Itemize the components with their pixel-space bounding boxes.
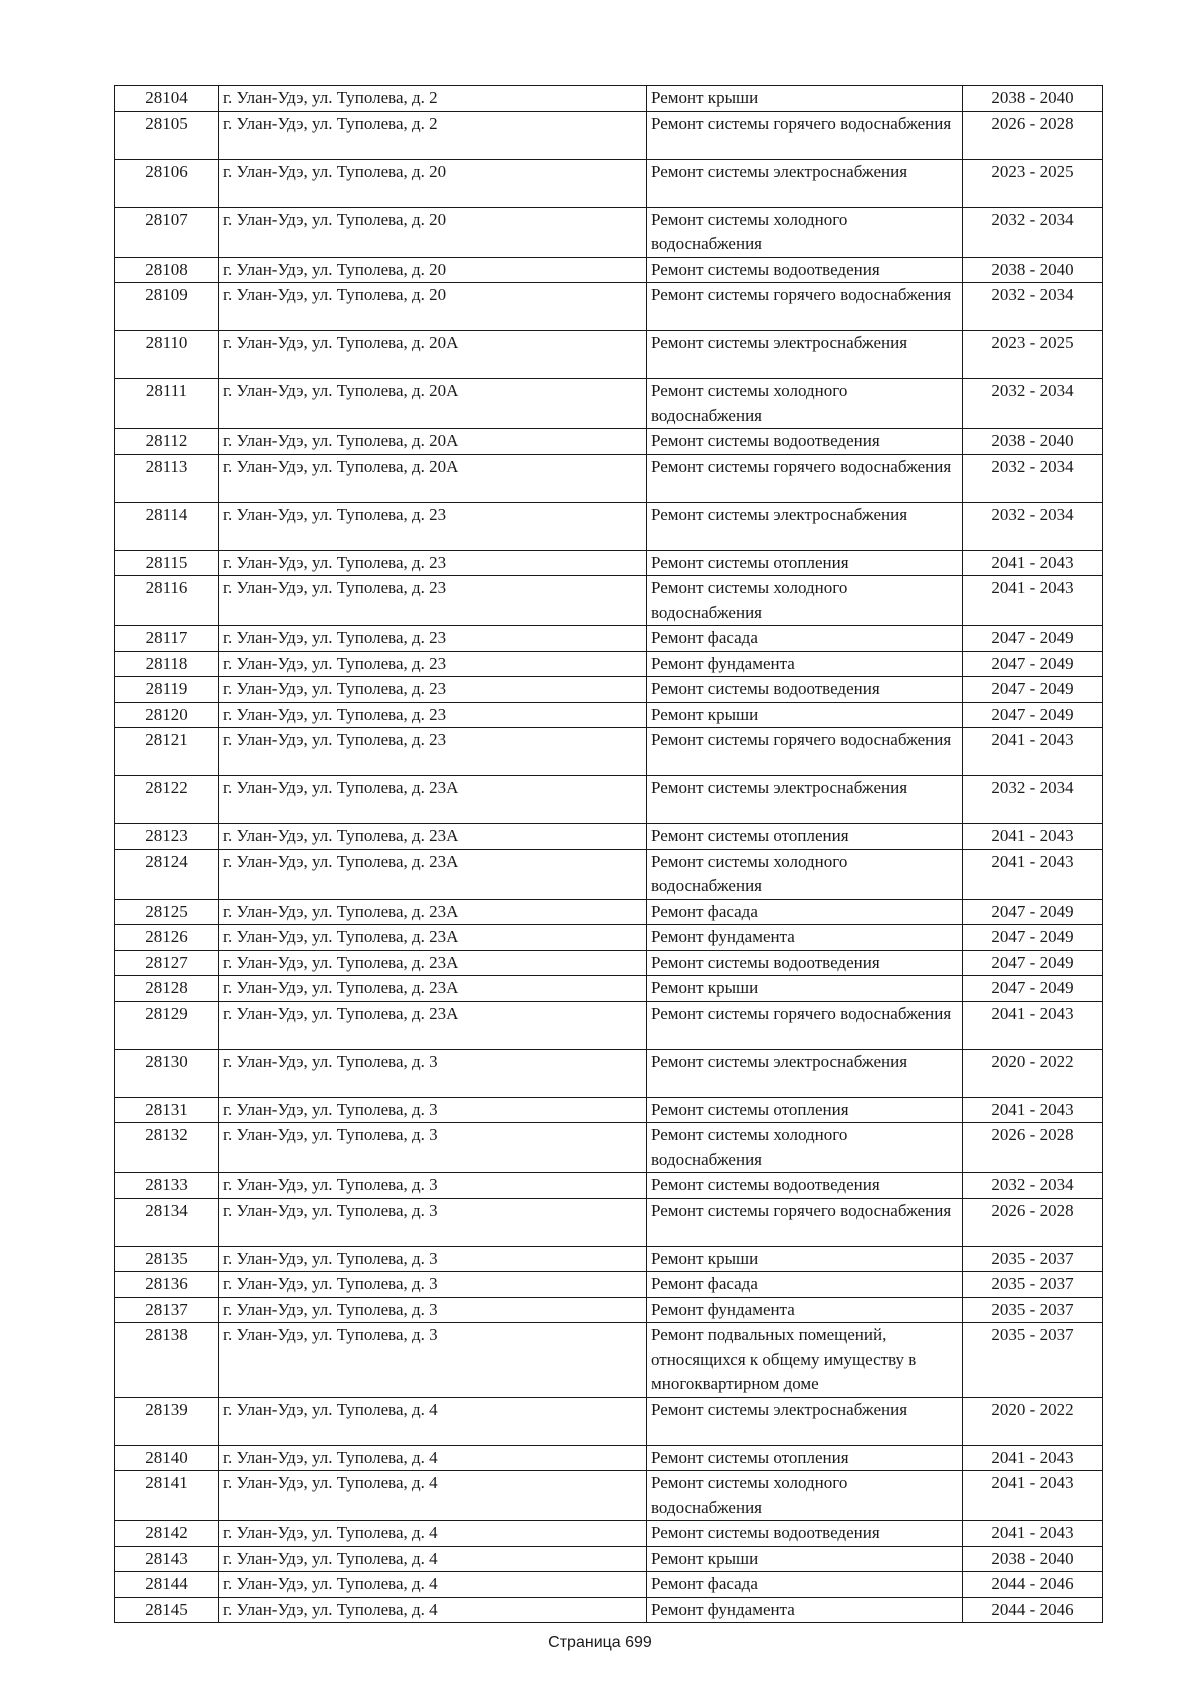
table-row xyxy=(115,1049,1103,1097)
work-type-cell: Ремонт крыши xyxy=(647,86,963,112)
table-row xyxy=(115,1546,1103,1572)
period-cell: 2041 - 2043 xyxy=(963,550,1103,576)
table-row xyxy=(115,1123,1103,1173)
period-cell: 2035 - 2037 xyxy=(963,1246,1103,1272)
work-type-cell: Ремонт системы отопления xyxy=(647,1097,963,1123)
work-type-cell: Ремонт системы холодного водоснабжения xyxy=(647,576,963,626)
table-row xyxy=(115,1397,1103,1445)
table-row xyxy=(115,454,1103,502)
address-cell: г. Улан-Удэ, ул. Туполева, д. 23А xyxy=(219,776,647,824)
address-cell: г. Улан-Удэ, ул. Туполева, д. 23 xyxy=(219,626,647,652)
address-cell: г. Улан-Удэ, ул. Туполева, д. 4 xyxy=(219,1445,647,1471)
record-number-cell: 28136 xyxy=(115,1272,219,1298)
record-number-cell: 28109 xyxy=(115,283,219,331)
address-cell: г. Улан-Удэ, ул. Туполева, д. 23 xyxy=(219,550,647,576)
period-cell: 2041 - 2043 xyxy=(963,1471,1103,1521)
work-type-cell: Ремонт системы холодного водоснабжения xyxy=(647,207,963,257)
address-cell: г. Улан-Удэ, ул. Туполева, д. 2 xyxy=(219,111,647,159)
work-type-cell: Ремонт системы холодного водоснабжения xyxy=(647,1123,963,1173)
period-cell: 2041 - 2043 xyxy=(963,576,1103,626)
period-cell: 2038 - 2040 xyxy=(963,429,1103,455)
address-cell: г. Улан-Удэ, ул. Туполева, д. 23А xyxy=(219,899,647,925)
period-cell: 2047 - 2049 xyxy=(963,702,1103,728)
record-number-cell: 28125 xyxy=(115,899,219,925)
work-type-cell: Ремонт подвальных помещений, относящихся к общему имуществу в многоквартирном доме xyxy=(647,1323,963,1398)
work-type-cell: Ремонт крыши xyxy=(647,976,963,1002)
period-cell: 2032 - 2034 xyxy=(963,454,1103,502)
period-cell: 2041 - 2043 xyxy=(963,1521,1103,1547)
record-number-cell: 28141 xyxy=(115,1471,219,1521)
work-type-cell: Ремонт системы горячего водоснабжения xyxy=(647,454,963,502)
record-number-cell: 28124 xyxy=(115,849,219,899)
period-cell: 2047 - 2049 xyxy=(963,626,1103,652)
record-number-cell: 28142 xyxy=(115,1521,219,1547)
work-type-cell: Ремонт системы холодного водоснабжения xyxy=(647,849,963,899)
record-number-cell: 28135 xyxy=(115,1246,219,1272)
period-cell: 2047 - 2049 xyxy=(963,651,1103,677)
record-number-cell: 28137 xyxy=(115,1297,219,1323)
period-cell: 2035 - 2037 xyxy=(963,1272,1103,1298)
period-cell: 2044 - 2046 xyxy=(963,1597,1103,1623)
table-row xyxy=(115,1445,1103,1471)
work-type-cell: Ремонт системы водоотведения xyxy=(647,257,963,283)
address-cell: г. Улан-Удэ, ул. Туполева, д. 20 xyxy=(219,159,647,207)
table-row xyxy=(115,429,1103,455)
period-cell: 2041 - 2043 xyxy=(963,824,1103,850)
work-type-cell: Ремонт системы горячего водоснабжения xyxy=(647,283,963,331)
address-cell: г. Улан-Удэ, ул. Туполева, д. 20 xyxy=(219,207,647,257)
table-row xyxy=(115,651,1103,677)
address-cell: г. Улан-Удэ, ул. Туполева, д. 23А xyxy=(219,925,647,951)
period-cell: 2032 - 2034 xyxy=(963,502,1103,550)
work-type-cell: Ремонт системы электроснабжения xyxy=(647,159,963,207)
address-cell: г. Улан-Удэ, ул. Туполева, д. 3 xyxy=(219,1123,647,1173)
period-cell: 2020 - 2022 xyxy=(963,1049,1103,1097)
table-row xyxy=(115,626,1103,652)
period-cell: 2020 - 2022 xyxy=(963,1397,1103,1445)
table-row xyxy=(115,576,1103,626)
address-cell: г. Улан-Удэ, ул. Туполева, д. 23А xyxy=(219,1001,647,1049)
record-number-cell: 28114 xyxy=(115,502,219,550)
record-number-cell: 28127 xyxy=(115,950,219,976)
period-cell: 2047 - 2049 xyxy=(963,677,1103,703)
address-cell: г. Улан-Удэ, ул. Туполева, д. 4 xyxy=(219,1546,647,1572)
table-body xyxy=(115,86,1103,1623)
period-cell: 2041 - 2043 xyxy=(963,1445,1103,1471)
work-type-cell: Ремонт системы водоотведения xyxy=(647,677,963,703)
address-cell: г. Улан-Удэ, ул. Туполева, д. 23 xyxy=(219,576,647,626)
table-row xyxy=(115,86,1103,112)
table-row xyxy=(115,379,1103,429)
work-type-cell: Ремонт крыши xyxy=(647,702,963,728)
work-type-cell: Ремонт системы холодного водоснабжения xyxy=(647,1471,963,1521)
repair-schedule-table xyxy=(114,85,1103,1623)
table-row xyxy=(115,776,1103,824)
period-cell: 2047 - 2049 xyxy=(963,925,1103,951)
work-type-cell: Ремонт системы водоотведения xyxy=(647,950,963,976)
address-cell: г. Улан-Удэ, ул. Туполева, д. 23А xyxy=(219,976,647,1002)
record-number-cell: 28111 xyxy=(115,379,219,429)
address-cell: г. Улан-Удэ, ул. Туполева, д. 20А xyxy=(219,331,647,379)
table-row xyxy=(115,950,1103,976)
work-type-cell: Ремонт крыши xyxy=(647,1246,963,1272)
table-row xyxy=(115,283,1103,331)
table-row xyxy=(115,1323,1103,1398)
address-cell: г. Улан-Удэ, ул. Туполева, д. 23А xyxy=(219,849,647,899)
work-type-cell: Ремонт системы горячего водоснабжения xyxy=(647,1198,963,1246)
page-number: Страница 699 xyxy=(548,1634,652,1651)
record-number-cell: 28110 xyxy=(115,331,219,379)
period-cell: 2038 - 2040 xyxy=(963,86,1103,112)
address-cell: г. Улан-Удэ, ул. Туполева, д. 2 xyxy=(219,86,647,112)
table-row xyxy=(115,1521,1103,1547)
address-cell: г. Улан-Удэ, ул. Туполева, д. 4 xyxy=(219,1471,647,1521)
work-type-cell: Ремонт крыши xyxy=(647,1546,963,1572)
period-cell: 2026 - 2028 xyxy=(963,1198,1103,1246)
table-row xyxy=(115,677,1103,703)
address-cell: г. Улан-Удэ, ул. Туполева, д. 20А xyxy=(219,454,647,502)
record-number-cell: 28113 xyxy=(115,454,219,502)
work-type-cell: Ремонт системы горячего водоснабжения xyxy=(647,111,963,159)
work-type-cell: Ремонт фасада xyxy=(647,899,963,925)
address-cell: г. Улан-Удэ, ул. Туполева, д. 23 xyxy=(219,502,647,550)
record-number-cell: 28130 xyxy=(115,1049,219,1097)
table-row xyxy=(115,1173,1103,1199)
work-type-cell: Ремонт системы электроснабжения xyxy=(647,1397,963,1445)
period-cell: 2041 - 2043 xyxy=(963,728,1103,776)
period-cell: 2032 - 2034 xyxy=(963,207,1103,257)
address-cell: г. Улан-Удэ, ул. Туполева, д. 23 xyxy=(219,677,647,703)
table-row xyxy=(115,159,1103,207)
period-cell: 2032 - 2034 xyxy=(963,1173,1103,1199)
period-cell: 2047 - 2049 xyxy=(963,950,1103,976)
work-type-cell: Ремонт системы электроснабжения xyxy=(647,1049,963,1097)
record-number-cell: 28133 xyxy=(115,1173,219,1199)
table-row xyxy=(115,1597,1103,1623)
record-number-cell: 28118 xyxy=(115,651,219,677)
record-number-cell: 28145 xyxy=(115,1597,219,1623)
table-row xyxy=(115,1272,1103,1298)
address-cell: г. Улан-Удэ, ул. Туполева, д. 23А xyxy=(219,950,647,976)
period-cell: 2026 - 2028 xyxy=(963,111,1103,159)
record-number-cell: 28104 xyxy=(115,86,219,112)
address-cell: г. Улан-Удэ, ул. Туполева, д. 3 xyxy=(219,1097,647,1123)
record-number-cell: 28116 xyxy=(115,576,219,626)
record-number-cell: 28108 xyxy=(115,257,219,283)
record-number-cell: 28120 xyxy=(115,702,219,728)
table-row xyxy=(115,111,1103,159)
work-type-cell: Ремонт системы водоотведения xyxy=(647,1173,963,1199)
work-type-cell: Ремонт системы водоотведения xyxy=(647,429,963,455)
table-row xyxy=(115,1097,1103,1123)
record-number-cell: 28117 xyxy=(115,626,219,652)
work-type-cell: Ремонт системы электроснабжения xyxy=(647,331,963,379)
work-type-cell: Ремонт фундамента xyxy=(647,1297,963,1323)
table-row xyxy=(115,849,1103,899)
table-row xyxy=(115,207,1103,257)
table-row xyxy=(115,1001,1103,1049)
record-number-cell: 28123 xyxy=(115,824,219,850)
address-cell: г. Улан-Удэ, ул. Туполева, д. 4 xyxy=(219,1572,647,1598)
table-row xyxy=(115,1471,1103,1521)
work-type-cell: Ремонт системы горячего водоснабжения xyxy=(647,728,963,776)
period-cell: 2032 - 2034 xyxy=(963,776,1103,824)
work-type-cell: Ремонт системы холодного водоснабжения xyxy=(647,379,963,429)
period-cell: 2044 - 2046 xyxy=(963,1572,1103,1598)
address-cell: г. Улан-Удэ, ул. Туполева, д. 3 xyxy=(219,1049,647,1097)
address-cell: г. Улан-Удэ, ул. Туполева, д. 3 xyxy=(219,1272,647,1298)
period-cell: 2035 - 2037 xyxy=(963,1323,1103,1398)
address-cell: г. Улан-Удэ, ул. Туполева, д. 23 xyxy=(219,702,647,728)
period-cell: 2041 - 2043 xyxy=(963,849,1103,899)
work-type-cell: Ремонт системы отопления xyxy=(647,824,963,850)
period-cell: 2041 - 2043 xyxy=(963,1097,1103,1123)
period-cell: 2023 - 2025 xyxy=(963,159,1103,207)
period-cell: 2041 - 2043 xyxy=(963,1001,1103,1049)
table-row xyxy=(115,1246,1103,1272)
record-number-cell: 28107 xyxy=(115,207,219,257)
period-cell: 2035 - 2037 xyxy=(963,1297,1103,1323)
address-cell: г. Улан-Удэ, ул. Туполева, д. 3 xyxy=(219,1323,647,1398)
address-cell: г. Улан-Удэ, ул. Туполева, д. 23А xyxy=(219,824,647,850)
table-row xyxy=(115,1198,1103,1246)
period-cell: 2047 - 2049 xyxy=(963,899,1103,925)
address-cell: г. Улан-Удэ, ул. Туполева, д. 20А xyxy=(219,379,647,429)
record-number-cell: 28143 xyxy=(115,1546,219,1572)
work-type-cell: Ремонт фасада xyxy=(647,1572,963,1598)
record-number-cell: 28119 xyxy=(115,677,219,703)
table-row xyxy=(115,257,1103,283)
period-cell: 2032 - 2034 xyxy=(963,379,1103,429)
work-type-cell: Ремонт фундамента xyxy=(647,1597,963,1623)
record-number-cell: 28138 xyxy=(115,1323,219,1398)
period-cell: 2038 - 2040 xyxy=(963,1546,1103,1572)
record-number-cell: 28139 xyxy=(115,1397,219,1445)
table-row xyxy=(115,728,1103,776)
table-row xyxy=(115,976,1103,1002)
address-cell: г. Улан-Удэ, ул. Туполева, д. 4 xyxy=(219,1597,647,1623)
record-number-cell: 28121 xyxy=(115,728,219,776)
record-number-cell: 28131 xyxy=(115,1097,219,1123)
table-row xyxy=(115,824,1103,850)
record-number-cell: 28144 xyxy=(115,1572,219,1598)
record-number-cell: 28132 xyxy=(115,1123,219,1173)
record-number-cell: 28129 xyxy=(115,1001,219,1049)
period-cell: 2023 - 2025 xyxy=(963,331,1103,379)
address-cell: г. Улан-Удэ, ул. Туполева, д. 20 xyxy=(219,283,647,331)
record-number-cell: 28115 xyxy=(115,550,219,576)
record-number-cell: 28140 xyxy=(115,1445,219,1471)
record-number-cell: 28134 xyxy=(115,1198,219,1246)
work-type-cell: Ремонт фасада xyxy=(647,626,963,652)
record-number-cell: 28112 xyxy=(115,429,219,455)
table-row xyxy=(115,899,1103,925)
work-type-cell: Ремонт системы электроснабжения xyxy=(647,776,963,824)
work-type-cell: Ремонт фундамента xyxy=(647,651,963,677)
table-row xyxy=(115,550,1103,576)
address-cell: г. Улан-Удэ, ул. Туполева, д. 20 xyxy=(219,257,647,283)
address-cell: г. Улан-Удэ, ул. Туполева, д. 23 xyxy=(219,728,647,776)
address-cell: г. Улан-Удэ, ул. Туполева, д. 3 xyxy=(219,1246,647,1272)
record-number-cell: 28126 xyxy=(115,925,219,951)
period-cell: 2032 - 2034 xyxy=(963,283,1103,331)
work-type-cell: Ремонт системы отопления xyxy=(647,550,963,576)
work-type-cell: Ремонт фасада xyxy=(647,1272,963,1298)
address-cell: г. Улан-Удэ, ул. Туполева, д. 3 xyxy=(219,1173,647,1199)
address-cell: г. Улан-Удэ, ул. Туполева, д. 4 xyxy=(219,1397,647,1445)
table-row xyxy=(115,1572,1103,1598)
record-number-cell: 28106 xyxy=(115,159,219,207)
period-cell: 2047 - 2049 xyxy=(963,976,1103,1002)
address-cell: г. Улан-Удэ, ул. Туполева, д. 4 xyxy=(219,1521,647,1547)
work-type-cell: Ремонт системы водоотведения xyxy=(647,1521,963,1547)
record-number-cell: 28105 xyxy=(115,111,219,159)
table-row xyxy=(115,702,1103,728)
address-cell: г. Улан-Удэ, ул. Туполева, д. 3 xyxy=(219,1297,647,1323)
work-type-cell: Ремонт системы горячего водоснабжения xyxy=(647,1001,963,1049)
address-cell: г. Улан-Удэ, ул. Туполева, д. 23 xyxy=(219,651,647,677)
address-cell: г. Улан-Удэ, ул. Туполева, д. 3 xyxy=(219,1198,647,1246)
record-number-cell: 28128 xyxy=(115,976,219,1002)
work-type-cell: Ремонт системы электроснабжения xyxy=(647,502,963,550)
work-type-cell: Ремонт фундамента xyxy=(647,925,963,951)
record-number-cell: 28122 xyxy=(115,776,219,824)
work-type-cell: Ремонт системы отопления xyxy=(647,1445,963,1471)
period-cell: 2026 - 2028 xyxy=(963,1123,1103,1173)
address-cell: г. Улан-Удэ, ул. Туполева, д. 20А xyxy=(219,429,647,455)
table-row xyxy=(115,331,1103,379)
period-cell: 2038 - 2040 xyxy=(963,257,1103,283)
table-row xyxy=(115,1297,1103,1323)
table-row xyxy=(115,502,1103,550)
table-row xyxy=(115,925,1103,951)
